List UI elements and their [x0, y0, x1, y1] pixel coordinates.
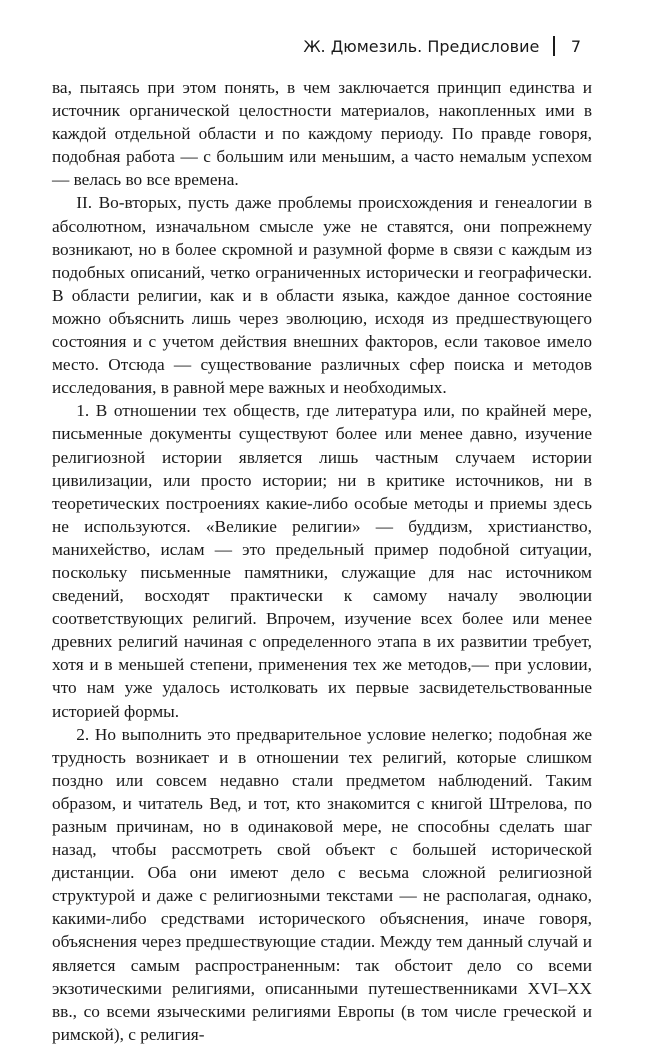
paragraph-section-ii: II. Во-вторых, пусть даже проблемы происхождения и генеалогии в абсолютном, изначальном смысле уже не ставятся, они попрежнему возникают, но в более скромной и разумной форме в связи с каждым из подобных описаний, четко ограниченных исторически и географически. В области религии, как и в области языка, каждое данное состояние можно объяснить лишь через эволюцию, исходя из предшествующего состояния и с учетом действия внешних факторов, если таковое имело место. Отсюда — существование различных сфер поиска и методов исследования, в равной мере важных и необходимых.: [52, 193, 592, 398]
page-number: 7: [570, 36, 581, 56]
running-header: [303, 36, 581, 56]
running-title: Ж. Дюмезиль. Предисловие: [303, 36, 540, 56]
paragraph-point-2: 2. Но выполнить это предварительное условие нелегко; подобная же трудность возникает и в отношении тех религий, которые слишком поздно или совсем недавно стали предметом наблюдений. Таким образом, и читатель Вед, и тот, кто знакомится с книгой Штрелова, по разным причинам, но в одинаковой мере, не способны сделать шаг назад, чтобы рассмотреть свой объект с большей исторической дистанции. Оба они имеют дело с весьма сложной религиозной структурой и даже с религиозными текстами — не располагая, однако, какими-либо средствами исторического объяснения, иначе говоря, объяснения через предшествующие стадии. Между тем данный случай и является самым распространенным: так обстоит дело со всеми экзотическими религиями, описанными путешественниками XVI–XX вв., со всеми языческими религиями Европы (в том числе греческой и римской), с религия-: [52, 724, 592, 1044]
paragraph-point-1: 1. В отношении тех обществ, где литература или, по крайней мере, письменные документы существуют более или менее давно, изучение религиозной истории является лишь частным случаем истории цивилизации, или просто истории; ни в критике источников, ни в теоретических построениях какие-либо особые методы и приемы здесь не используются. «Великие религии» — буддизм, христианство, манихейство, ислам — это предельный пример подобной ситуации, поскольку письменные памятники, служащие для нас источником сведений, восходят практически к самому началу эволюции соответствующих религий. Впрочем, изучение всех более или менее древних религий начиная с определенного этапа в их развитии требует, хотя и в меньшей степени, применения тех же методов,— при условии, что нам уже удалось истолковать их первые засвидетельствованные историей формы.: [52, 401, 592, 721]
page-body: [52, 76, 592, 1046]
header-separator: [553, 36, 555, 56]
paragraph-continuation: ва, пытаясь при этом понять, в чем заключается принцип единства и источник органической целостности материалов, накопленных ими в каждой отдельной области и по каждому периоду. По правде говоря, подобная работа — с большим или меньшим, а часто немалым успехом — велась во все времена.: [52, 78, 592, 190]
